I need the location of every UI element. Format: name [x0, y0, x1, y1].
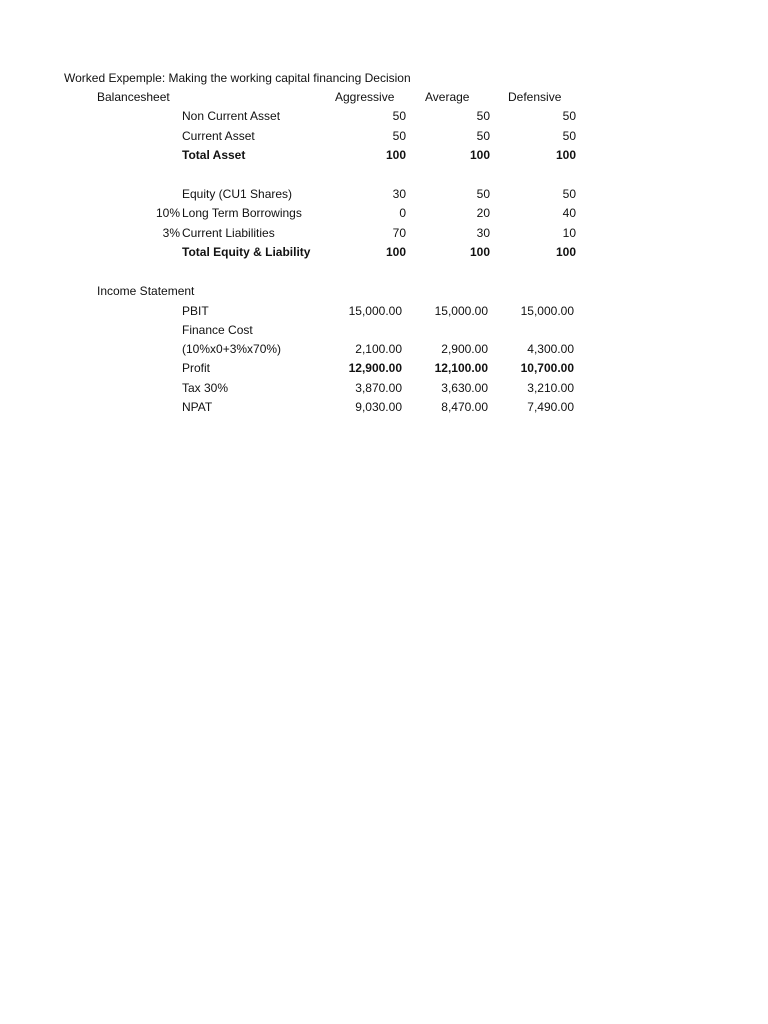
cell-aggressive: 15,000.00 [348, 304, 402, 318]
cell-aggressive: 0 [399, 206, 406, 220]
row-label-current-asset: Current Asset [182, 129, 255, 143]
income-statement-heading: Income Statement [97, 284, 195, 298]
cell-defensive: 10 [562, 226, 576, 240]
cell-defensive: 7,490.00 [527, 400, 574, 414]
row-label-total-equity-liability: Total Equity & Liability [182, 245, 311, 259]
column-header-defensive: Defensive [508, 90, 562, 104]
cell-aggressive: 3,870.00 [355, 381, 402, 395]
cell-average: 50 [476, 109, 490, 123]
cell-average: 2,900.00 [441, 342, 488, 356]
row-label-npat: NPAT [182, 400, 213, 414]
cell-aggressive: 30 [392, 187, 406, 201]
balance-sheet-heading: Balancesheet [97, 90, 170, 104]
cell-aggressive: 9,030.00 [355, 400, 402, 414]
cell-average: 50 [476, 129, 490, 143]
cell-average: 12,100.00 [434, 361, 488, 375]
cell-defensive: 50 [562, 109, 576, 123]
cell-defensive: 40 [562, 206, 576, 220]
cell-average: 3,630.00 [441, 381, 488, 395]
cell-defensive: 3,210.00 [527, 381, 574, 395]
cell-defensive: 100 [555, 245, 576, 259]
cell-average: 100 [469, 148, 490, 162]
cell-defensive: 4,300.00 [527, 342, 574, 356]
row-label-current-liabilities: Current Liabilities [182, 226, 275, 240]
row-label-tax: Tax 30% [182, 381, 229, 395]
row-rate-long-term-borrowings: 10% [155, 206, 180, 220]
cell-average: 15,000.00 [434, 304, 488, 318]
cell-defensive: 50 [562, 187, 576, 201]
row-label-non-current-asset: Non Current Asset [182, 109, 281, 123]
row-rate-current-liabilities: 3% [162, 226, 180, 240]
row-label-finance-cost-formula: (10%x0+3%x70%) [182, 342, 282, 356]
cell-average: 50 [476, 187, 490, 201]
row-label-finance-cost: Finance Cost [182, 323, 253, 337]
row-label-equity: Equity (CU1 Shares) [182, 187, 293, 201]
cell-defensive: 50 [562, 129, 576, 143]
cell-defensive: 100 [555, 148, 576, 162]
cell-aggressive: 50 [392, 109, 406, 123]
cell-aggressive: 12,900.00 [348, 361, 402, 375]
page-title: Worked Expemple: Making the working capital financing Decision [64, 71, 411, 85]
column-header-aggressive: Aggressive [335, 90, 395, 104]
cell-aggressive: 100 [385, 245, 406, 259]
cell-average: 100 [469, 245, 490, 259]
row-label-profit: Profit [182, 361, 211, 375]
cell-defensive: 10,700.00 [520, 361, 574, 375]
cell-aggressive: 100 [385, 148, 406, 162]
row-label-long-term-borrowings: Long Term Borrowings [182, 206, 302, 220]
cell-average: 20 [476, 206, 490, 220]
column-header-average: Average [425, 90, 470, 104]
cell-defensive: 15,000.00 [520, 304, 574, 318]
cell-average: 30 [476, 226, 490, 240]
cell-aggressive: 70 [392, 226, 406, 240]
cell-aggressive: 2,100.00 [355, 342, 402, 356]
row-label-total-asset: Total Asset [182, 148, 246, 162]
row-label-pbit: PBIT [182, 304, 209, 318]
cell-average: 8,470.00 [441, 400, 488, 414]
cell-aggressive: 50 [392, 129, 406, 143]
